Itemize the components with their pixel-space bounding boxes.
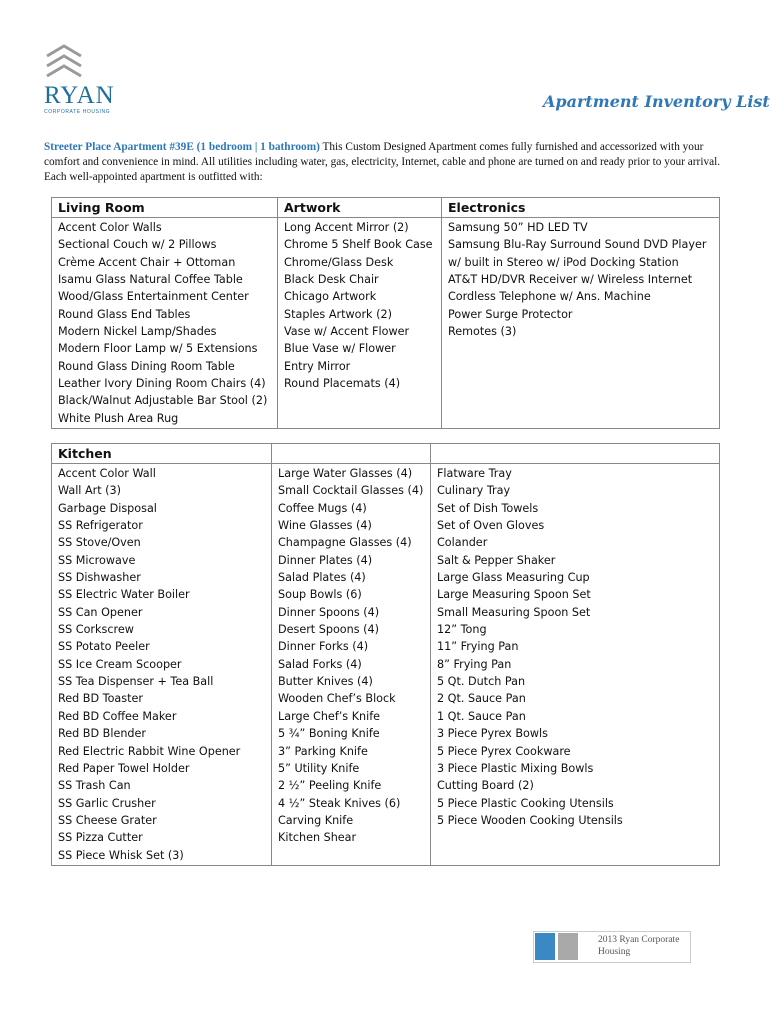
list-item: Vase w/ Accent Flower xyxy=(284,325,410,339)
logo-name: RYAN xyxy=(44,82,115,109)
list-item: Accent Color Walls xyxy=(58,221,162,234)
list-item: Blue Vase w/ Flower xyxy=(284,342,396,356)
list-item: Chicago Artwork xyxy=(284,290,377,304)
list-item: 5 Qt. Dutch Pan xyxy=(437,675,526,689)
list-item: Wall Art (3) xyxy=(58,484,122,498)
list-item: Cordless Telephone w/ Ans. Machine xyxy=(448,290,651,304)
list-item: White Plush Area Rug xyxy=(58,411,179,425)
apartment-name: Streeter Place Apartment #39E (1 bedroom | 1 bathroom) xyxy=(44,141,320,153)
list-item: Red BD Toaster xyxy=(58,692,143,706)
list-item: Set of Oven Gloves xyxy=(437,519,545,533)
artwork-column xyxy=(278,218,442,429)
kitchen-appliances-column xyxy=(52,464,272,866)
list-item: Small Cocktail Glasses (4) xyxy=(278,484,424,498)
list-item: SS Stove/Oven xyxy=(58,536,141,550)
list-item: Desert Spoons (4) xyxy=(278,623,379,637)
column-header-blank-3 xyxy=(431,444,720,464)
list-item: 3 Piece Pyrex Bowls xyxy=(437,727,548,741)
living-room-column xyxy=(52,218,278,429)
list-item: Remotes (3) xyxy=(448,325,517,339)
list-item: Salt & Pepper Shaker xyxy=(437,553,556,567)
list-item: Crème Accent Chair + Ottoman xyxy=(58,255,236,269)
list-item: Sectional Couch w/ 2 Pillows xyxy=(58,238,217,252)
list-item: Long Accent Mirror (2) xyxy=(284,221,409,234)
electronics-column xyxy=(442,218,720,429)
list-item: 5 Piece Plastic Cooking Utensils xyxy=(437,796,614,810)
list-item: SS Microwave xyxy=(58,553,136,567)
list-item: 5” Utility Knife xyxy=(278,761,360,775)
list-item: Chrome 5 Shelf Book Case xyxy=(284,238,433,252)
list-item: Large Glass Measuring Cup xyxy=(437,571,590,585)
roof-chevrons-icon xyxy=(44,44,84,82)
list-item: Red BD Coffee Maker xyxy=(58,709,177,723)
company-logo xyxy=(44,44,124,115)
list-item: Champagne Glasses (4) xyxy=(278,536,412,550)
list-item: Entry Mirror xyxy=(284,359,351,373)
list-item: Large Water Glasses (4) xyxy=(278,467,413,480)
list-item: Round Glass End Tables xyxy=(58,307,191,321)
list-item: SS Can Opener xyxy=(58,605,143,619)
list-item: Modern Nickel Lamp/Shades xyxy=(58,325,217,339)
list-item: Salad Forks (4) xyxy=(278,657,362,671)
list-item: 5 Piece Pyrex Cookware xyxy=(437,744,571,758)
kitchen-cookware-column xyxy=(431,464,720,866)
list-item: Samsung Blu-Ray Surround Sound DVD Player xyxy=(448,238,707,252)
list-item: Carving Knife xyxy=(278,813,354,827)
list-item: Red Electric Rabbit Wine Opener xyxy=(58,744,241,758)
list-item: Black/Walnut Adjustable Bar Stool (2) xyxy=(58,394,268,408)
list-item: Cutting Board (2) xyxy=(437,779,534,793)
page-title: Apartment Inventory List xyxy=(543,92,770,111)
list-item: Round Glass Dining Room Table xyxy=(58,359,235,373)
list-item: Wooden Chef’s Block xyxy=(278,692,396,706)
list-item: 12” Tong xyxy=(437,623,487,637)
list-item: 5 Piece Wooden Cooking Utensils xyxy=(437,813,623,827)
list-item: Wine Glasses (4) xyxy=(278,519,372,533)
list-item: SS Garlic Crusher xyxy=(58,796,156,810)
column-header-artwork: Artwork xyxy=(278,198,442,218)
column-header-living-room: Living Room xyxy=(52,198,278,218)
list-item: Large Measuring Spoon Set xyxy=(437,588,591,602)
footer-gray-square xyxy=(558,933,578,960)
list-item: Accent Color Wall xyxy=(58,467,156,480)
list-item: SS Corkscrew xyxy=(58,623,134,637)
list-item: Red BD Blender xyxy=(58,727,146,741)
list-item: 3 Piece Plastic Mixing Bowls xyxy=(437,761,594,775)
list-item: 4 ½” Steak Knives (6) xyxy=(278,796,401,810)
list-item: Butter Knives (4) xyxy=(278,675,373,689)
list-item: Set of Dish Towels xyxy=(437,501,539,515)
list-item: SS Electric Water Boiler xyxy=(58,588,190,602)
list-item: SS Refrigerator xyxy=(58,519,143,533)
list-item: Dinner Forks (4) xyxy=(278,640,369,654)
list-item: Red Paper Towel Holder xyxy=(58,761,190,775)
list-item: Wood/Glass Entertainment Center xyxy=(58,290,249,304)
list-item: Coffee Mugs (4) xyxy=(278,501,367,515)
intro-text: This Custom Designed Apartment comes fully furnished and accessorized with your comfort and convenience in mind. All utilities including water, gas, electricity, Internet, cable and phone are turned on and ready prior to your arrival. Each well-appointed apartment is outfitted with: xyxy=(44,141,721,183)
list-item: Kitchen Shear xyxy=(278,831,357,845)
list-item: SS Dishwasher xyxy=(58,571,141,585)
list-item: 3” Parking Knife xyxy=(278,744,368,758)
table-header-row xyxy=(52,198,720,218)
list-item: Power Surge Protector xyxy=(448,307,573,321)
list-item: Flatware Tray xyxy=(437,467,512,480)
list-item: Soup Bowls (6) xyxy=(278,588,362,602)
list-item: 1 Qt. Sauce Pan xyxy=(437,709,526,723)
kitchen-tableware-column xyxy=(272,464,431,866)
table-body-row xyxy=(52,218,720,429)
list-item: Chrome/Glass Desk xyxy=(284,255,394,269)
list-item: 5 ¾” Boning Knife xyxy=(278,727,380,741)
list-item: Staples Artwork (2) xyxy=(284,307,392,321)
list-item: 2 Qt. Sauce Pan xyxy=(437,692,526,706)
list-item: Black Desk Chair xyxy=(284,273,379,287)
list-item: SS Ice Cream Scooper xyxy=(58,657,182,671)
list-item: SS Pizza Cutter xyxy=(58,831,143,845)
footer-line-1: 2013 Ryan Corporate xyxy=(598,935,680,945)
list-item: 8” Frying Pan xyxy=(437,657,512,671)
list-item: Culinary Tray xyxy=(437,484,511,498)
list-item: 2 ½” Peeling Knife xyxy=(278,779,382,793)
list-item: SS Trash Can xyxy=(58,779,131,793)
kitchen-inventory-table xyxy=(51,443,720,866)
list-item: Samsung 50” HD LED TV xyxy=(448,221,588,234)
list-item: Leather Ivory Dining Room Chairs (4) xyxy=(58,377,266,391)
list-item: Dinner Spoons (4) xyxy=(278,605,380,619)
list-item: Modern Floor Lamp w/ 5 Extensions xyxy=(58,342,258,356)
column-header-electronics: Electronics xyxy=(442,198,720,218)
table-body-row xyxy=(52,464,720,866)
list-item: SS Tea Dispenser + Tea Ball xyxy=(58,675,214,689)
column-header-blank-2 xyxy=(272,444,431,464)
list-item: Round Placemats (4) xyxy=(284,377,401,391)
living-inventory-table xyxy=(51,197,720,429)
footer-badge xyxy=(533,931,691,963)
list-item: SS Piece Whisk Set (3) xyxy=(58,848,184,862)
list-item: Garbage Disposal xyxy=(58,501,157,515)
list-item: w/ built in Stereo w/ iPod Docking Station xyxy=(448,255,679,269)
footer-copyright xyxy=(598,934,679,958)
column-header-kitchen: Kitchen xyxy=(52,444,272,464)
list-item: 11” Frying Pan xyxy=(437,640,519,654)
footer-line-2: Housing xyxy=(598,947,631,957)
list-item: SS Potato Peeler xyxy=(58,640,150,654)
list-item: AT&T HD/DVR Receiver w/ Wireless Internet xyxy=(448,273,693,287)
logo-tagline: CORPORATE HOUSING xyxy=(44,109,111,115)
footer-blue-square xyxy=(535,933,555,960)
list-item: Large Chef’s Knife xyxy=(278,709,381,723)
list-item: Colander xyxy=(437,536,488,550)
table-header-row xyxy=(52,444,720,464)
intro-paragraph xyxy=(44,140,724,185)
list-item: Dinner Plates (4) xyxy=(278,553,373,567)
list-item: Small Measuring Spoon Set xyxy=(437,605,591,619)
list-item: Salad Plates (4) xyxy=(278,571,366,585)
list-item: SS Cheese Grater xyxy=(58,813,157,827)
list-item: Isamu Glass Natural Coffee Table xyxy=(58,273,243,287)
